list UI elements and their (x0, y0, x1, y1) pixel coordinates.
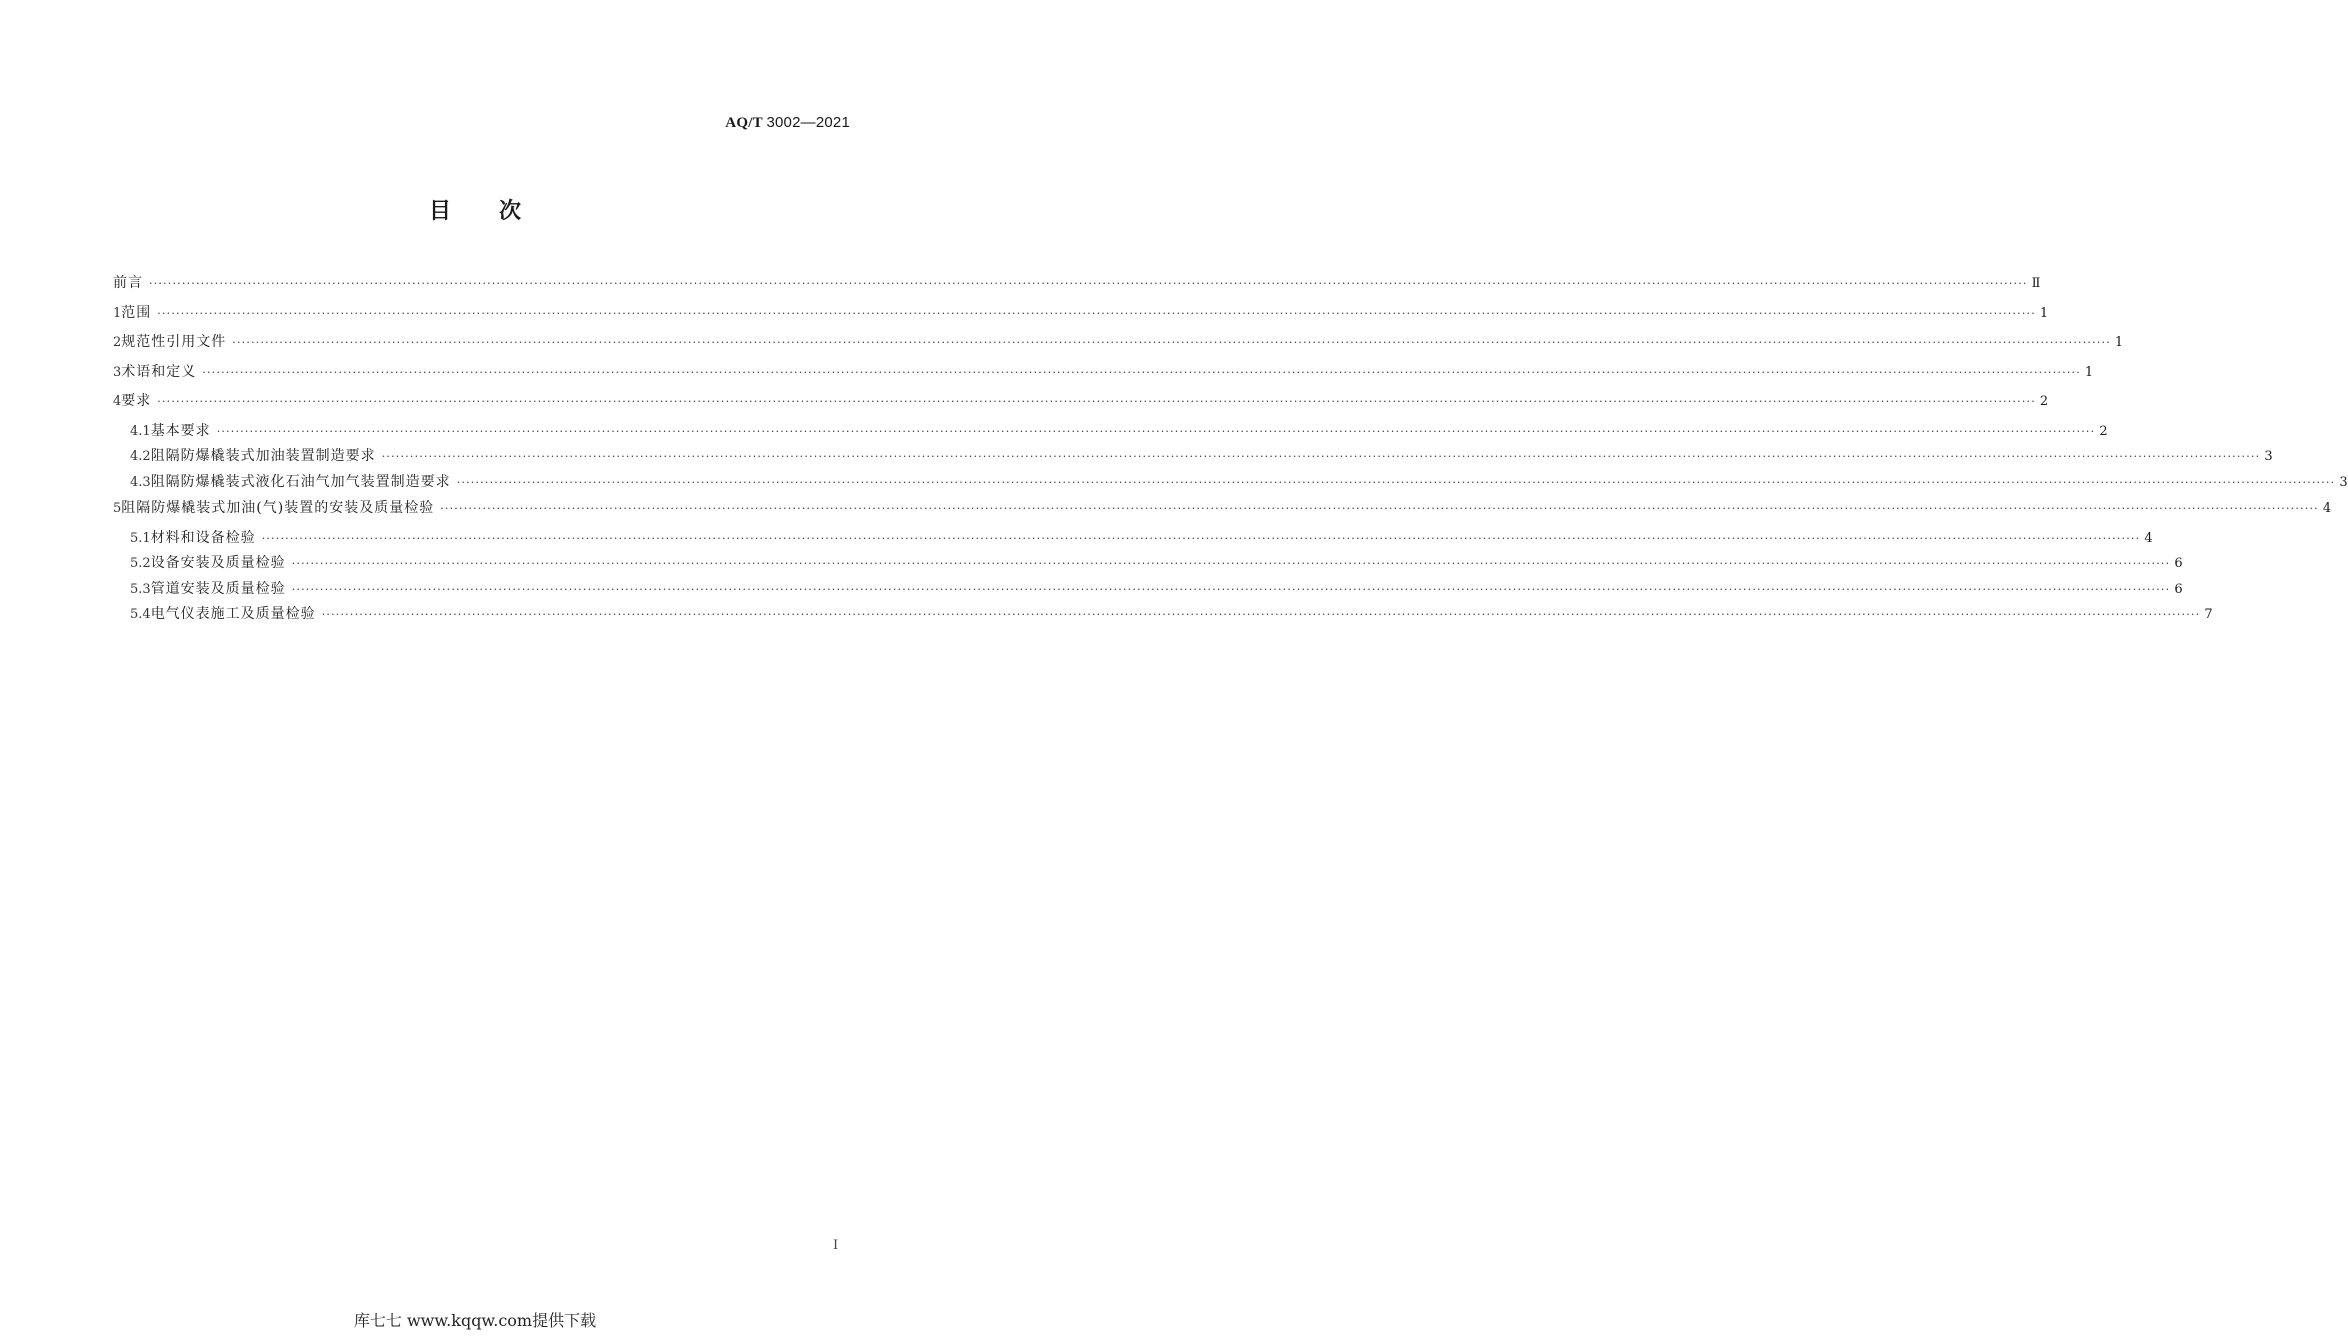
toc-entry[interactable] (113, 527, 2153, 553)
toc-entry-page: 3 (2264, 449, 2273, 464)
toc-entry-number: 1 (113, 305, 122, 321)
toc-dot-leader: ················································································································································································································································································································································································································ (291, 557, 2171, 570)
toc-entry-label: 设备安装及质量检验 (150, 555, 286, 571)
toc-dot-leader: ················································································································································································································································································································································································································ (440, 502, 2319, 515)
page-title: 目次 (428, 199, 569, 224)
toc-entry-label: 要求 (121, 393, 152, 409)
toc-entry-number: 4.2 (130, 449, 151, 464)
toc-entry-label: 材料和设备检验 (150, 529, 256, 546)
toc-dot-leader: ················································································································································································································································································································································································································ (381, 450, 2261, 463)
toc-entry[interactable] (113, 497, 2332, 527)
toc-entry-number: 5 (113, 501, 122, 516)
toc-entry-number: 4.3 (130, 474, 151, 490)
toc-dot-leader: ················································································································································································································································································································································································································ (149, 277, 2028, 290)
toc-dot-leader: ················································································································································································································································································································································································································ (321, 608, 2201, 621)
toc-entry-label: 规范性引用文件 (121, 334, 227, 350)
toc-entry-page: 4 (2144, 530, 2153, 546)
toc-entry-label: 前言 (113, 275, 143, 291)
toc-entry[interactable] (113, 390, 2049, 420)
toc-entry-page: 2 (2039, 394, 2049, 409)
toc-entry-label: 电气仪表施工及质量检验 (150, 606, 316, 622)
toc-entry-label: 基本要求 (150, 422, 211, 439)
toc-entry-page: 1 (2114, 335, 2124, 350)
toc-entry[interactable] (113, 331, 2124, 361)
standard-code-prefix: AQ/T (725, 115, 763, 131)
toc-dot-leader: ················································································································································································································································································································································································································ (456, 475, 2336, 489)
toc-entry-page: 6 (2174, 556, 2183, 571)
page-folio: I (833, 1238, 839, 1253)
toc-entry[interactable] (113, 272, 2041, 302)
toc-entry-page: 3 (2339, 474, 2348, 490)
toc-entry-label: 阻隔防爆橇装式加油装置制造要求 (150, 448, 376, 464)
toc-entry-label: 管道安装及质量检验 (150, 580, 286, 597)
toc-entry-page: 2 (2099, 423, 2108, 439)
toc-entry[interactable] (113, 302, 2049, 332)
toc-entry[interactable] (113, 578, 2183, 604)
toc-entry-page: 4 (2322, 501, 2332, 516)
toc-entry-label: 术语和定义 (121, 363, 197, 380)
toc-entry-page: 6 (2174, 581, 2183, 597)
toc-entry[interactable] (113, 552, 2183, 578)
toc-entry-label: 范围 (121, 304, 152, 321)
toc-dot-leader: ················································································································································································································································································································································································································ (232, 336, 2111, 349)
standard-code-number: 3002—2021 (766, 114, 850, 131)
toc-entry[interactable] (113, 361, 2094, 391)
toc-dot-leader: ················································································································································································································································································································································································································ (261, 531, 2141, 545)
table-of-contents (113, 272, 2348, 629)
toc-entry-page: 1 (2039, 305, 2049, 321)
toc-entry-label: 阻隔防爆橇装式液化石油气加气装置制造要求 (150, 473, 451, 490)
toc-entry-number: 5.3 (130, 581, 151, 597)
standard-code (725, 114, 850, 132)
toc-dot-leader: ················································································································································································································································································································································································································ (202, 365, 2081, 379)
toc-dot-leader: ················································································································································································································································································································································································································ (157, 395, 2036, 408)
toc-entry-number: 5.2 (130, 556, 151, 571)
toc-entry-number: 5.4 (130, 607, 151, 622)
toc-entry-number: 4.1 (130, 423, 151, 439)
toc-entry[interactable] (113, 445, 2273, 471)
toc-entry[interactable] (113, 471, 2348, 497)
toc-entry-label: 阻隔防爆橇装式加油(气)装置的安装及质量检验 (121, 500, 435, 516)
toc-entry-page: Ⅱ (2031, 276, 2041, 291)
toc-entry-number: 3 (113, 364, 122, 380)
toc-entry-number: 5.1 (130, 530, 151, 546)
toc-entry[interactable] (113, 603, 2213, 629)
toc-dot-leader: ················································································································································································································································································································································································································ (216, 424, 2096, 438)
toc-entry-number: 4 (113, 394, 122, 409)
toc-dot-leader: ················································································································································································································································································································································································································ (291, 582, 2171, 596)
toc-entry-page: 1 (2084, 364, 2094, 380)
toc-entry[interactable] (113, 420, 2108, 446)
toc-entry-page: 7 (2204, 607, 2213, 622)
toc-dot-leader: ················································································································································································································································································································································································································ (157, 306, 2036, 320)
toc-entry-number: 2 (113, 335, 122, 350)
footer-watermark: 库七七 www.kqqw.com提供下载 (353, 1311, 597, 1330)
